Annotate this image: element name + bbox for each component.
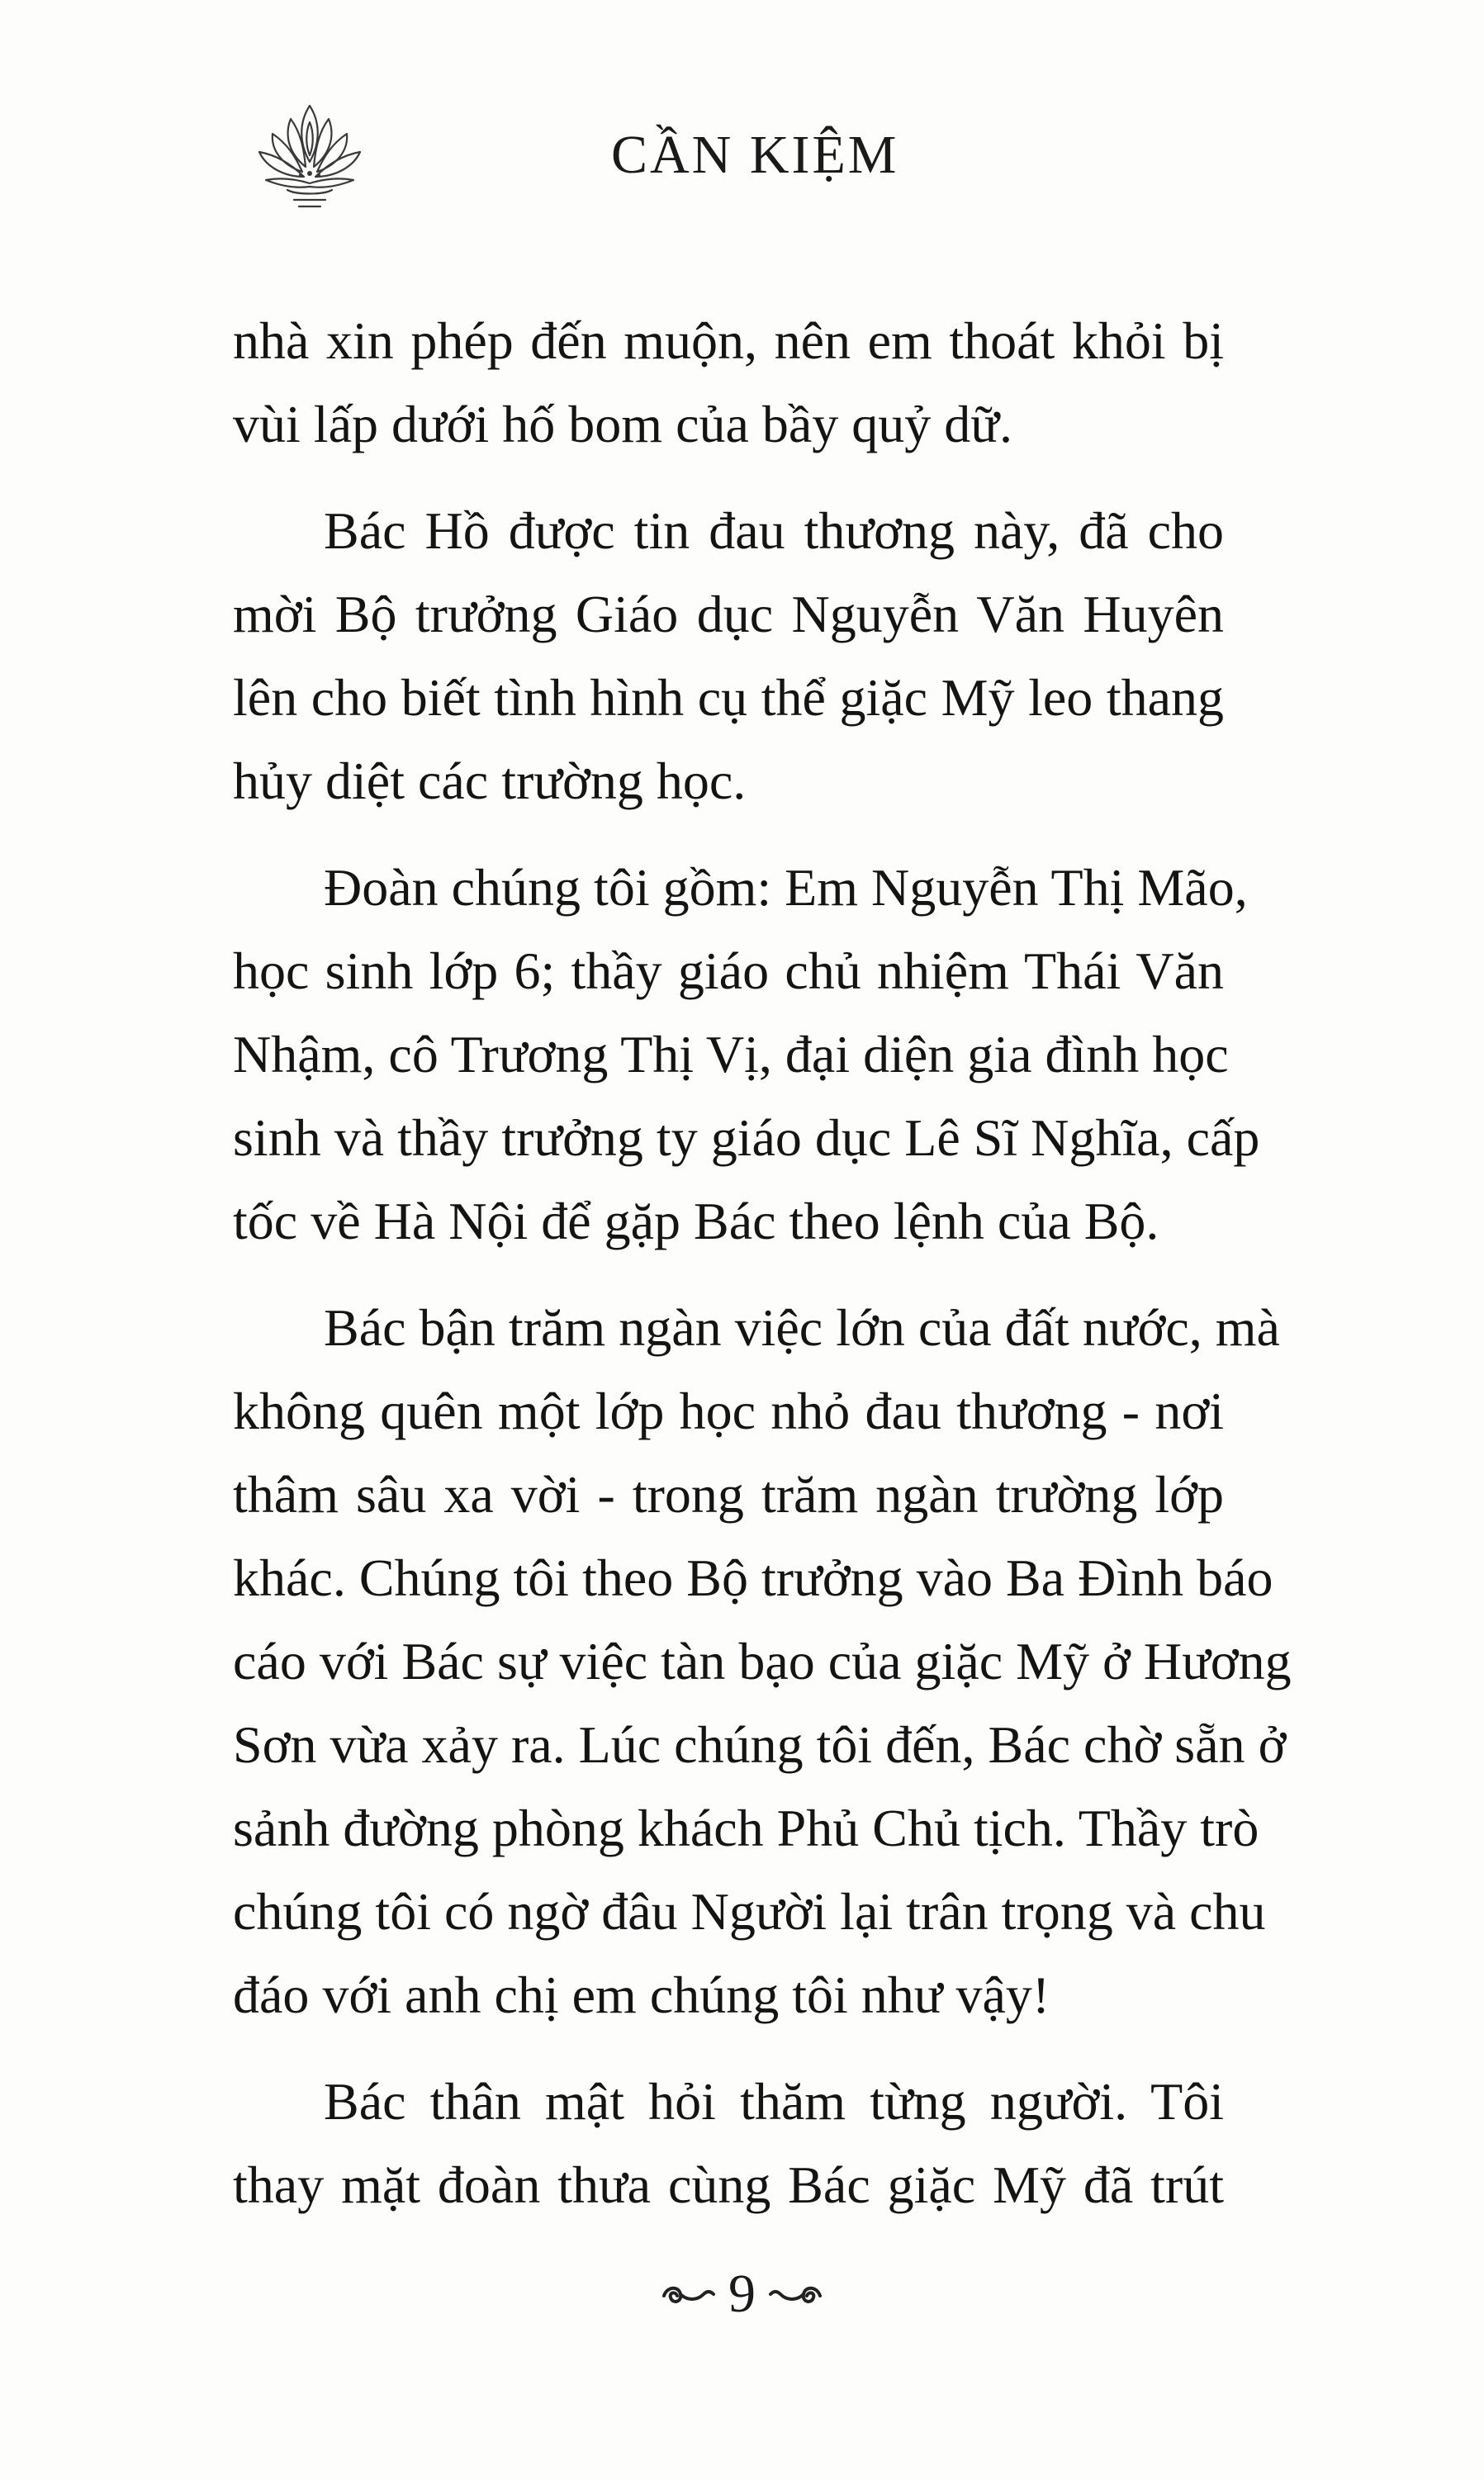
text-line: nhà xin phép đến muộn, nên em thoát khỏi bị <box>233 311 1224 370</box>
page-number-group <box>659 2264 825 2324</box>
text-line: cáo với Bác sự việc tàn bạo của giặc Mỹ ở Hương <box>233 1632 1292 1690</box>
paragraph <box>233 299 1224 466</box>
text-line: thâm sâu xa vời - trong trăm ngàn trường lớp <box>233 1465 1224 1524</box>
text-line: Nhậm, cô Trương Thị Vị, đại diện gia đình học <box>233 1025 1229 1084</box>
text-line: Đoàn chúng tôi gồm: Em Nguyễn Thị Mão, <box>324 858 1248 917</box>
text-line: hủy diệt các trường học. <box>233 752 747 810</box>
page-number: 9 <box>728 2264 756 2324</box>
text-line: mời Bộ trưởng Giáo dục Nguyễn Văn Huyên <box>233 585 1224 643</box>
text-line: Sơn vừa xảy ra. Lúc chúng tôi đến, Bác chờ sẵn ở <box>233 1715 1287 1774</box>
page-footer <box>0 2264 1484 2341</box>
paragraph <box>233 1286 1292 2037</box>
flourish-right-icon <box>767 2278 825 2311</box>
text-line: học sinh lớp 6; thầy giáo chủ nhiệm Thái Văn <box>233 941 1224 1000</box>
running-title: CẦN KIỆM <box>611 125 899 185</box>
text-line: vùi lấp dưới hố bom của bầy quỷ dữ. <box>233 395 1012 453</box>
flourish-left-icon <box>659 2278 717 2311</box>
lotus-icon <box>248 97 372 213</box>
page-header <box>0 0 1484 248</box>
text-line: lên cho biết tình hình cụ thể giặc Mỹ leo thang <box>233 668 1224 727</box>
text-line: tốc về Hà Nội để gặp Bác theo lệnh của Bộ. <box>233 1192 1159 1250</box>
body-text <box>233 299 1292 2250</box>
text-line: sinh và thầy trưởng ty giáo dục Lê Sĩ Nghĩa, cấp <box>233 1108 1260 1167</box>
paragraph <box>233 489 1224 823</box>
text-line: đáo với anh chị em chúng tôi như vậy! <box>233 1966 1050 2024</box>
text-line: Bác thân mật hỏi thăm từng người. Tôi <box>324 2072 1224 2131</box>
paragraph <box>233 846 1260 1263</box>
text-line: sảnh đường phòng khách Phủ Chủ tịch. Thầy trò <box>233 1799 1259 1857</box>
text-line: chúng tôi có ngờ đâu Người lại trân trọng và chu <box>233 1882 1266 1941</box>
text-line: Bác Hồ được tin đau thương này, đã cho <box>324 501 1224 560</box>
paragraph <box>233 2060 1224 2226</box>
text-line: khác. Chúng tôi theo Bộ trưởng vào Ba Đình báo <box>233 1548 1273 1607</box>
text-line: Bác bận trăm ngàn việc lớn của đất nước, mà <box>324 1298 1280 1357</box>
text-line: thay mặt đoàn thưa cùng Bác giặc Mỹ đã trút <box>233 2155 1224 2214</box>
text-line: không quên một lớp học nhỏ đau thương - nơi <box>233 1382 1224 1440</box>
